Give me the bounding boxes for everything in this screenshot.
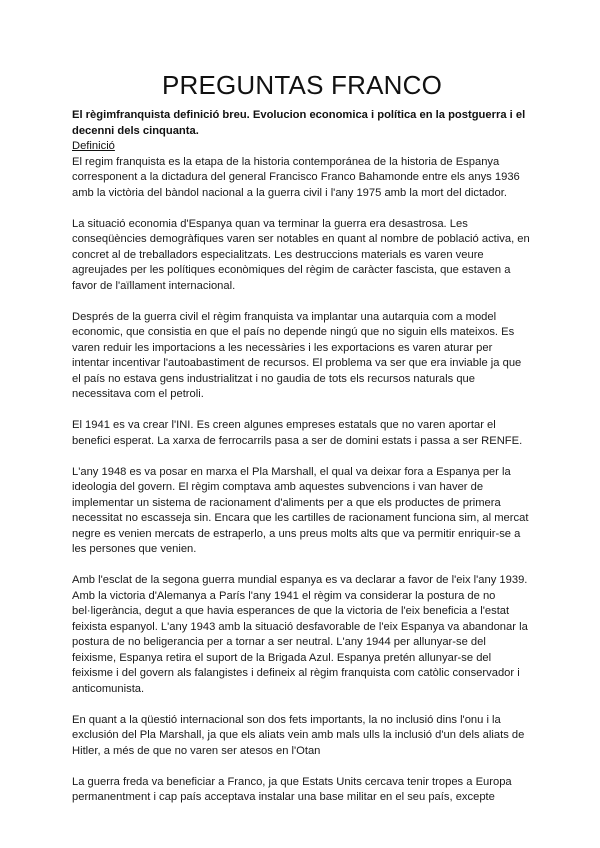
paragraph-marshall-plan: L'any 1948 es va posar en marxa el Pla Marshall, el qual va deixar fora a Espanya per la ideologia del govern. El règim comptava amb aquestes subvencions i van haver de implementar un sistema de racionament d'aliments per a que els productes de primera necessitat no escasseja sin. Encara que les cartilles de racionament funciona sim, al mercat negre es venien mercats de estraperlo, a uns preus molts alts que va permitir enriquir-se a les persones que venien. [72, 465, 529, 555]
paragraph-ini: El 1941 es va crear l'INI. Es creen algunes empreses estatals que no varen aportar el benefici esperat. La xarxa de ferrocarrils pasa a ser de domini estats i passa a ser RENFE. [72, 419, 523, 447]
paragraph-international: En quant a la qüestió internacional son dos fets importants, la no inclusió dins l'onu i la exclusión del Pla Marshall, ja que els aliats vein amb mals ulls la inclusió d'un dels aliats de Hitler, a més de que no varen ser atesos en l'Otan [72, 713, 525, 757]
document-title: PREGUNTAS FRANCO [161, 70, 443, 100]
section-label: Definició [72, 140, 115, 152]
paragraph-postwar-economy: La situació economia d'Espanya quan va terminar la guerra era desastrosa. Les conseqüències demogràfiques varen ser notables en quant al nombre de població activa, en concret al de treballadors especialitzats. Les destruccions materials es varen veure agreujades per les polítiques econòmiques del règim de caràcter fascista, que estaven a favor de l'aïllament internacional. [72, 217, 530, 292]
paragraph-autarchy: Després de la guerra civil el règim franquista va implantar una autarquia com a model economic, que consistia en que el país no depende ningú que no siguin ells mateixos. Es varen reduir les importacions a les necessàries i les exportacions es varen aturar per intentar incentivar l'autoabastiment de recursos. El problema va ser que era inviable ja que el país no estava gens industrialitzat i no gaudia de tots els recursos naturals que necessitava com el petroli. [72, 310, 522, 400]
question-heading: El règimfranquista definició breu. Evolucion economica i política en la postguerra i el decenni dels cinquanta. [72, 109, 526, 137]
paragraph-definition: El regim franquista es la etapa de la historia contemporánea de la historia de Espanya corresponent a la dictadura del general Francisco Franco Bahamonde entre els anys 1936 amb la victòria del bàndol nacional a la guerra civil i l'any 1975 amb la mort del dictador. [72, 155, 520, 199]
paragraph-world-war: Amb l'esclat de la segona guerra mundial espanya es va declarar a favor de l'eix l'any 1939. Amb la victoria d'Alemanya a París l'any 1941 el règim va considerar la postura de no bel·ligerància, degut a que havia esperances de que la victoria de l'eix beneficia a l'estat feixista espanyol. L'any 1943 amb la situació desfavorable de l'eix Espanya va abandonar la postura de no beligerancia per a tornar a ser neutral. L'any 1944 per allunyar-se del feixisme, Espanya retira el suport de la Brigada Azul. Espanya pretén allunyar-se del feixisme i del govern als falangistes i defineix al règim franquista com catòlic conservador i anticomunista. [72, 574, 528, 695]
paragraph-cold-war: La guerra freda va beneficiar a Franco, ja que Estats Units cercava tenir tropes a Europa permanentment i cap país acceptava instalar una base militar en el seu país, excepte [72, 775, 512, 803]
